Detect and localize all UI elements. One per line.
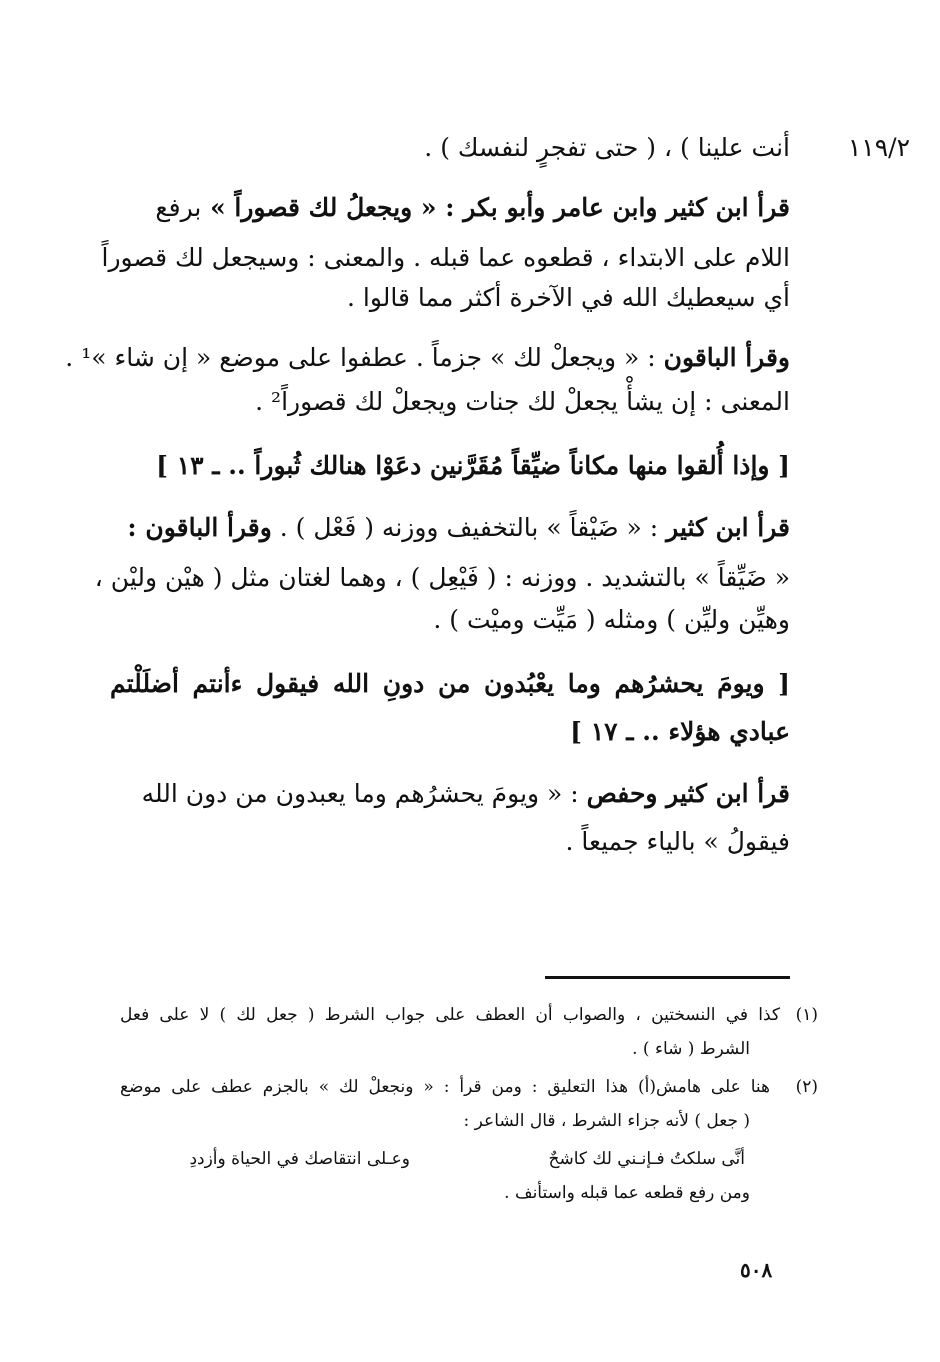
reader-name: قرأ ابن كثير وحفص (586, 779, 790, 808)
text-segment: قرأ ابن كثير وابن عامر وأبو بكر : « ويجعلُ لك قصوراً » (201, 193, 790, 222)
footnote-number: (٢) (795, 1077, 818, 1097)
verse-line: [ ويومَ يحشرُهم وما يعْبُدون من دونِ الله فيقول ءأنتم أضلَلْتم (110, 669, 790, 698)
text-line (110, 508, 790, 548)
reader-name: قرأ ابن كثير (666, 513, 790, 542)
text-segment: برفع (155, 193, 202, 222)
footnote-line: هنا على هامش(أ) هذا التعليق : ومن قرأ : « ونجعلْ لك » بالجزم عطف على موضع (120, 1077, 770, 1097)
text-line (110, 188, 790, 228)
text-line: أي سيعطيك الله في الآخرة أكثر مما قالوا . (347, 283, 790, 312)
verse-line: عبادي هؤلاء .. ـ ١٧ ] (570, 717, 790, 746)
text-line: المعنى : إن يشأْ يجعلْ لك جنات ويجعلْ لك قصوراً² . (255, 387, 790, 416)
footnote-line: الشرط ( شاء ) . (632, 1039, 750, 1059)
footnote-number: (١) (795, 1005, 818, 1025)
verse-line: [ وإذا أُلقوا منها مكاناً ضيِّقاً مُقَرَّنين دعَوْا هنالك ثُبوراً .. ـ ١٣ ] (156, 451, 790, 480)
footnote-line: ( جعل ) لأنه جزاء الشرط ، قال الشاعر : (463, 1111, 750, 1131)
text-line: « ضَيِّقاً » بالتشديد . ووزنه : ( فَيْعِل ) ، وهما لغتان مثل ( هيْن وليْن ، (94, 563, 790, 592)
text-segment: : « ضَيْقاً » بالتخفيف ووزنه ( فَعْل ) . (271, 513, 667, 542)
reader-name: وقرأ الباقون : (127, 513, 272, 542)
text-segment: : « ويجعلْ لك » جزماً . عطفوا على موضع « إن شاء »¹ . (65, 343, 664, 372)
text-line (65, 338, 790, 378)
text-segment: : « ويومَ يحشرُهم وما يعبدون من دون الله (141, 779, 587, 808)
text-line: وهيِّن وليِّن ) ومثله ( مَيِّت وميْت ) . (433, 605, 790, 634)
text-line: اللام على الابتداء ، قطعوه عما قبله . والمعنى : وسيجعل لك قصوراً (101, 243, 790, 272)
text-line: فيقولُ » بالياء جميعاً . (565, 827, 790, 856)
text-line: أنت علينا ) ، ( حتى تفجرٍ لنفسك ) . (424, 133, 790, 162)
footnote-line: كذا في النسختين ، والصواب أن العطف على جواب الشرط ( جعل لك ) لا على فعل (120, 1005, 780, 1025)
footnote-separator (545, 976, 790, 979)
poem-hemistich-left: وعـلى انتقاصك في الحياة وأزددِ (189, 1149, 410, 1169)
margin-reference: ١١٩/٢ (847, 133, 910, 162)
footnote-line: ومن رفع قطعه عما قبله واستأنف . (504, 1183, 750, 1203)
reader-name: وقرأ الباقون (663, 343, 790, 372)
page-number: ٥٠٨ (740, 1258, 773, 1282)
text-line (110, 774, 790, 814)
poem-hemistich-right: أنَّى سلكتُ فـإنـني لك كاشحٌ (548, 1149, 745, 1169)
